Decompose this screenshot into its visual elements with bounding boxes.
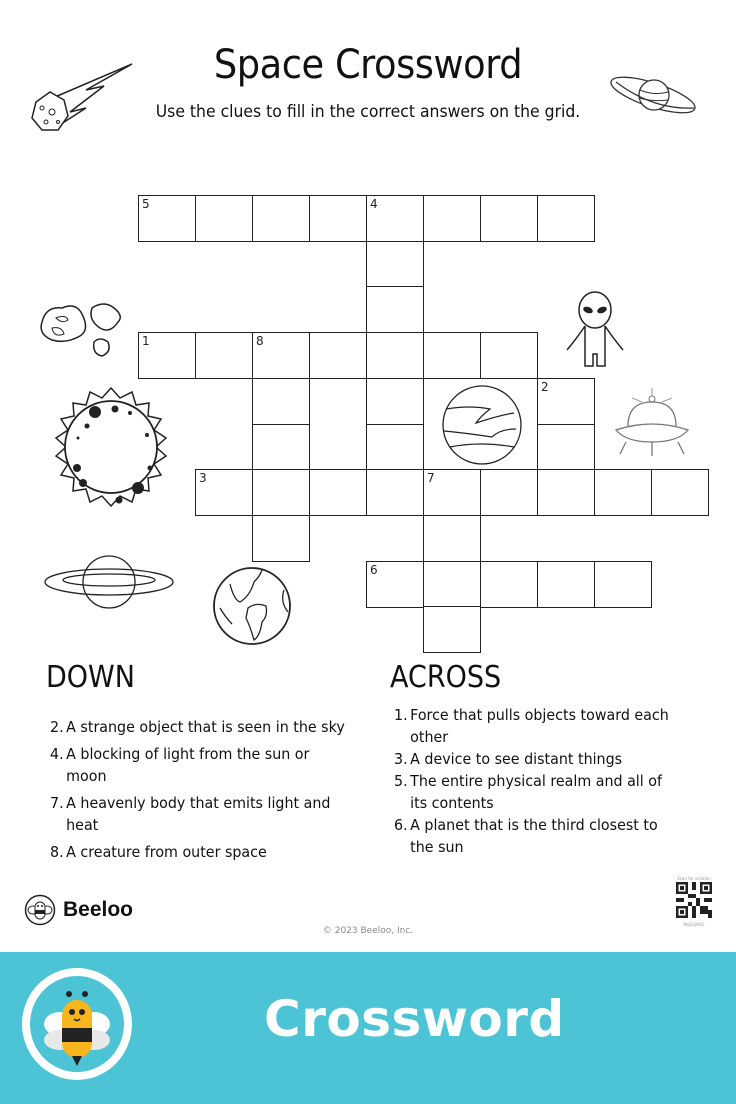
crossword-cell[interactable] [423,561,481,608]
bee-mascot-badge [22,968,132,1080]
instructions: Use the clues to fill in the correct answers on the grid. [155,102,581,122]
crossword-cell[interactable] [537,195,595,242]
crossword-cell[interactable] [594,469,652,516]
down-heading: DOWN [46,660,135,695]
down-clue-4: 4. A blocking of light from the sun or moon [50,745,310,785]
crossword-cell[interactable] [651,469,709,516]
beeloo-logo [24,894,133,926]
brand-name: Beeloo [63,898,134,921]
crossword-cell[interactable] [537,469,595,516]
crossword-cell[interactable] [252,378,310,425]
crossword-cell[interactable] [252,424,310,471]
down-clue-2: 2. A strange object that is seen in the sky [50,718,345,736]
crossword-cell[interactable] [309,195,367,242]
ufo-icon [612,386,692,460]
down-clue-8: 8. A creature from outer space [50,843,267,861]
crossword-cell[interactable] [594,561,652,608]
category-banner [0,952,736,1104]
saturn-icon [608,70,698,120]
clue-number: 3 [199,471,207,486]
crossword-cell[interactable] [309,332,367,379]
banner-label: Crossword [264,990,565,1048]
crossword-cell[interactable] [252,332,310,379]
across-clue-6: 6. A planet that is the third closest to the sun [394,816,658,856]
crossword-cell[interactable] [480,469,538,516]
earth-icon [210,566,294,646]
crossword-cell[interactable] [423,195,481,242]
crossword-cell[interactable] [480,561,538,608]
crossword-cell[interactable] [195,332,253,379]
crossword-cell[interactable] [423,469,481,516]
across-clue-5: 5. The entire physical realm and all of its contents [394,772,662,812]
qr-caption: Scan for solution [677,876,711,881]
crossword-cell[interactable] [138,195,196,242]
crossword-cell[interactable] [366,561,424,608]
crossword-cell[interactable] [423,606,481,653]
bee-badge-icon [24,894,56,926]
comet-icon [28,60,136,132]
crossword-cell[interactable] [423,332,481,379]
across-heading: ACROSS [390,660,502,695]
across-clue-list [394,704,670,858]
crossword-cell[interactable] [537,424,595,471]
across-clue-1: 1. Force that pulls objects toward each other [394,706,669,746]
across-clue-3: 3. A device to see distant things [394,750,623,768]
alien-icon [563,290,627,374]
sun-icon [50,386,172,508]
clue-number: 6 [370,562,378,577]
crossword-cell[interactable] [195,469,253,516]
crossword-cell[interactable] [252,195,310,242]
clue-number: 4 [370,197,378,211]
solution-qr[interactable] [672,876,716,928]
crossword-cell[interactable] [366,195,424,242]
crossword-cell[interactable] [537,378,595,425]
down-clue-list [50,716,354,863]
crossword-cell[interactable] [480,195,538,242]
copyright: © 2023 Beeloo, Inc. [322,926,414,936]
crossword-cell[interactable] [423,515,481,562]
crossword-cell[interactable] [480,332,538,379]
clue-number: 7 [427,471,435,486]
ringed-planet-icon [42,552,176,612]
crossword-cell[interactable] [309,469,367,516]
crossword-cell[interactable] [195,195,253,242]
crossword-cell[interactable] [252,469,310,516]
crossword-cell[interactable] [138,332,196,379]
crossword-cell[interactable] [366,469,424,516]
bee-mascot-icon [30,976,124,1072]
clue-number: 5 [142,197,150,211]
clue-number: 2 [541,379,549,394]
crossword-cell[interactable] [366,424,424,471]
crossword-cell[interactable] [252,515,310,562]
clue-number: 8 [256,334,264,349]
crossword-cell[interactable] [366,378,424,425]
clue-number: 1 [142,334,150,349]
qr-id: MqOvj9VG [683,922,705,927]
page-title: Space Crossword [213,42,523,88]
crossword-cell[interactable] [366,286,424,333]
crossword-cell[interactable] [537,561,595,608]
qr-code-icon [676,882,712,918]
jupiter-icon [440,383,524,467]
asteroids-icon [38,300,128,364]
crossword-cell[interactable] [366,241,424,288]
down-clue-7: 7. A heavenly body that emits light and heat [50,794,331,834]
crossword-cell[interactable] [366,332,424,379]
